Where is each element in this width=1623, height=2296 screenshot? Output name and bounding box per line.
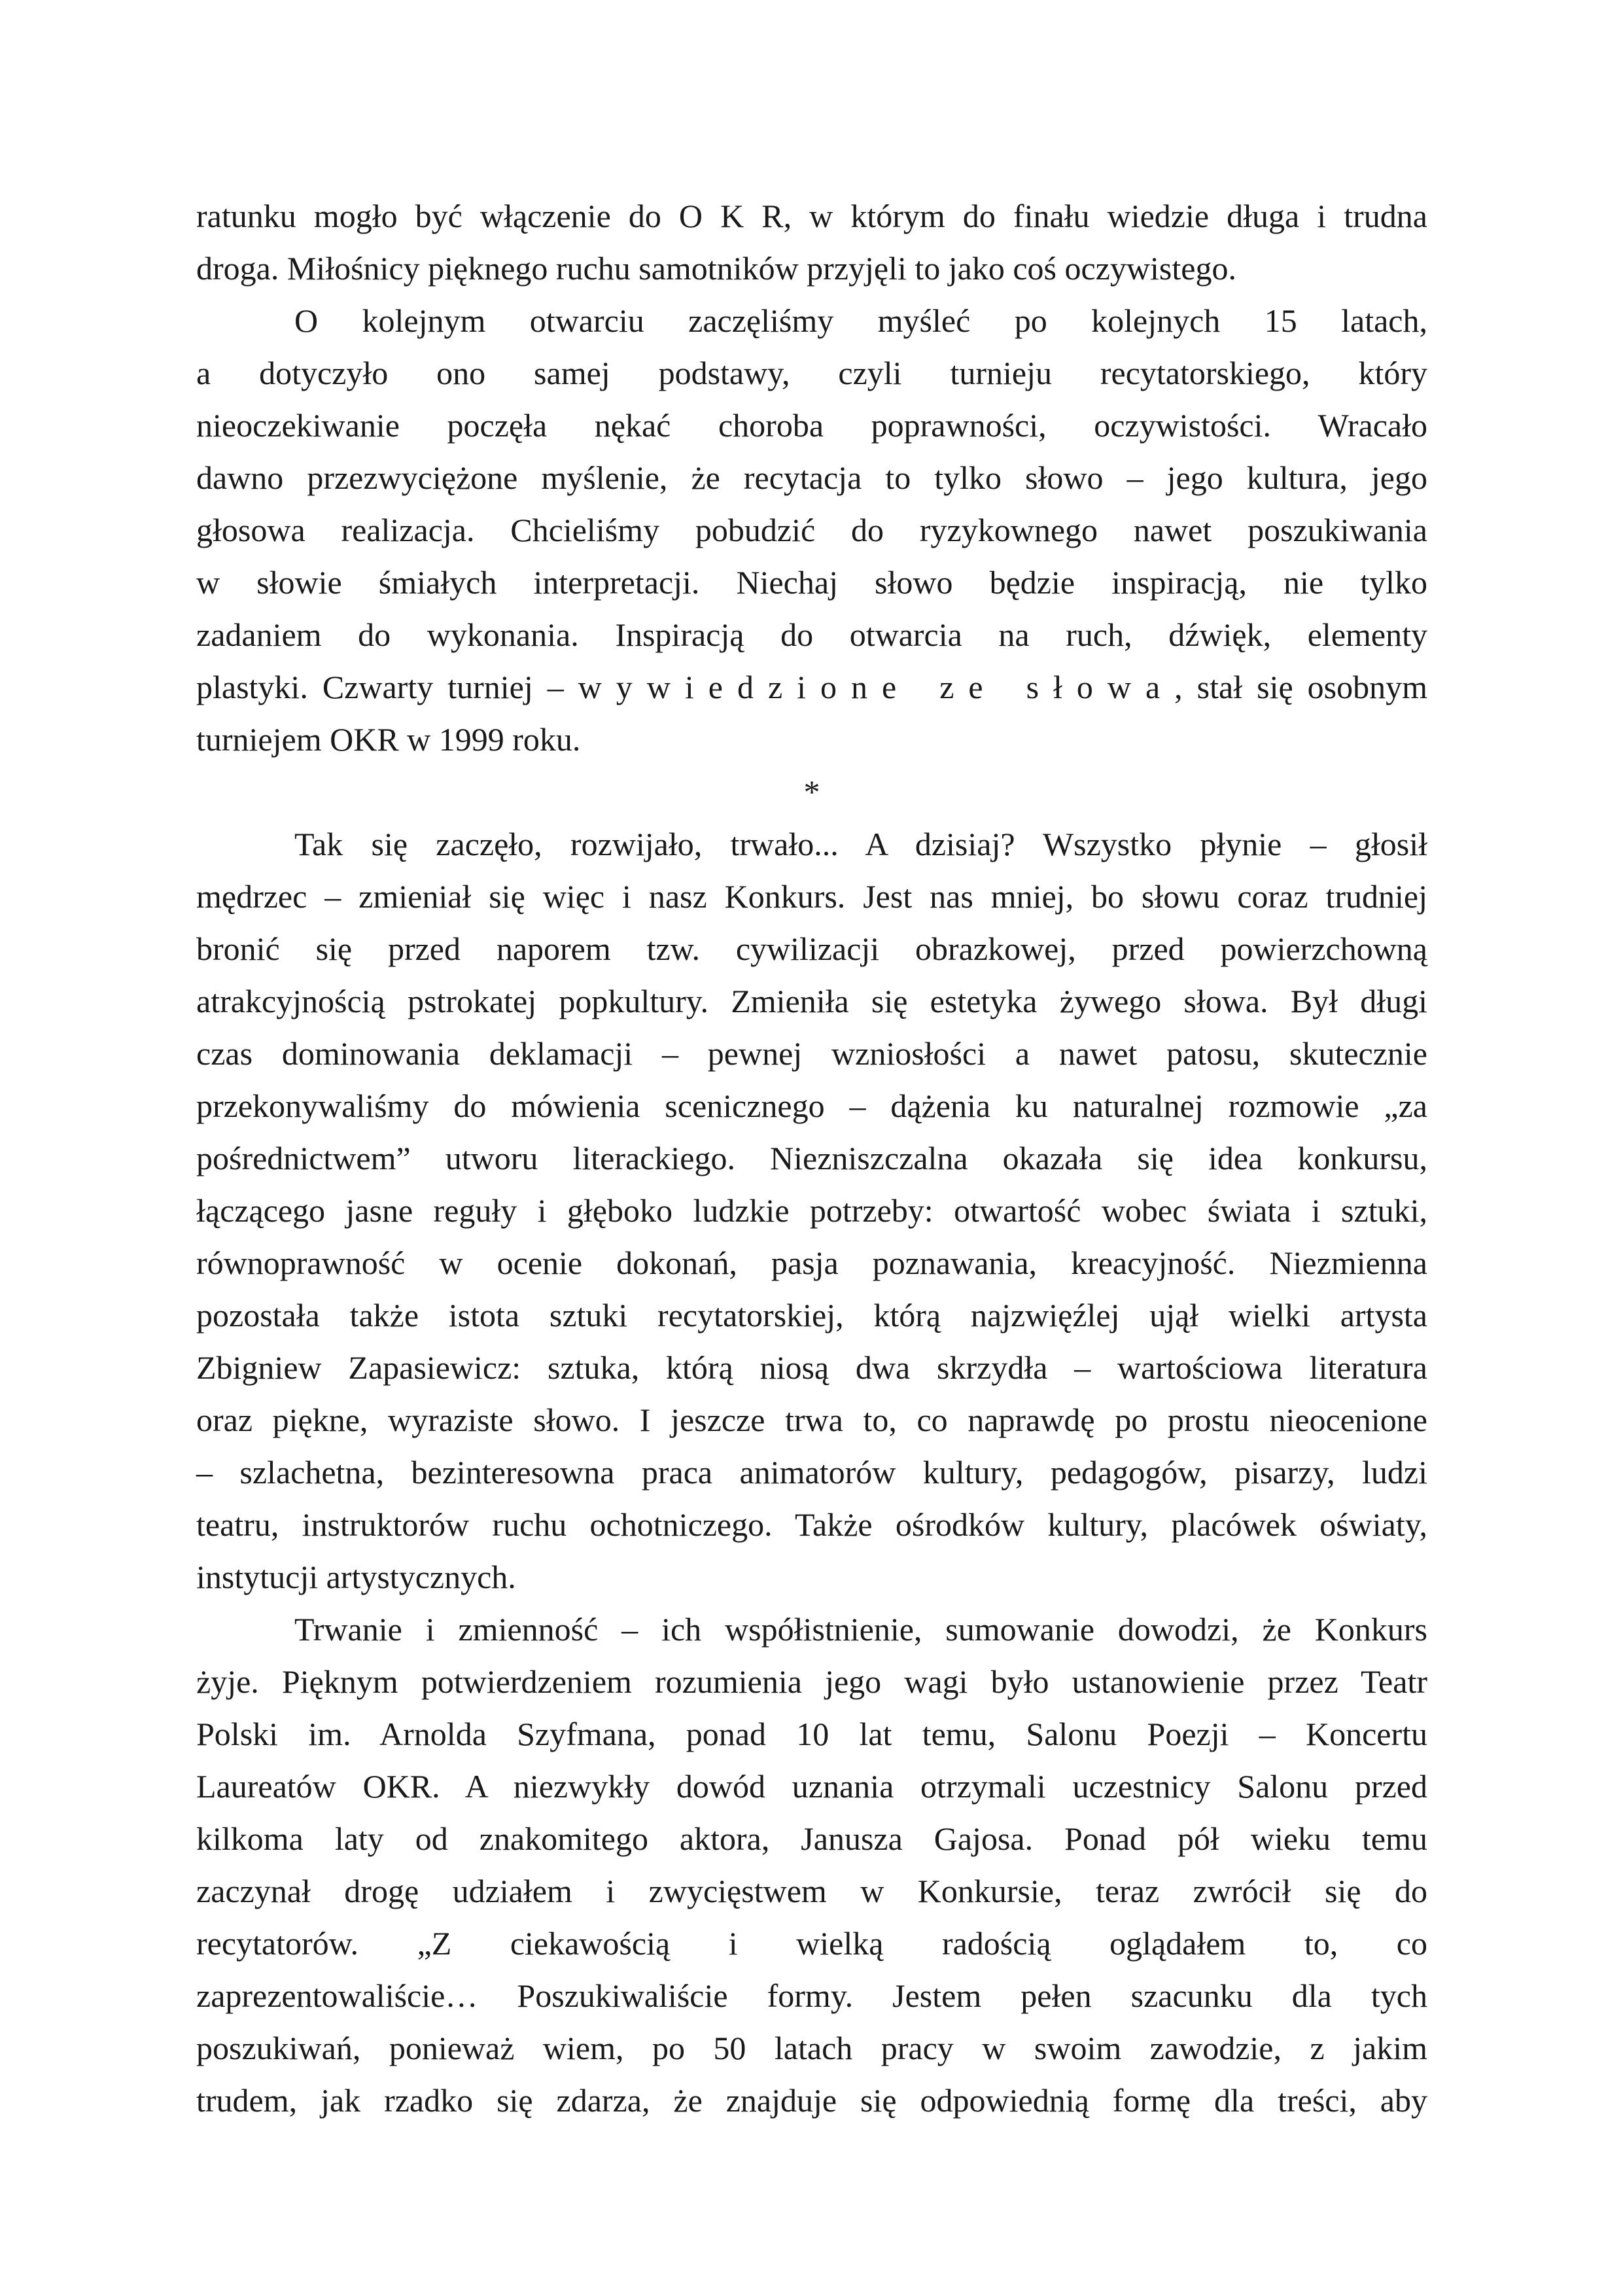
text-line: turniejem OKR w 1999 roku. <box>196 721 581 758</box>
text-line: zaczynał drogę udziałem i zwycięstwem w Konkursie, teraz zwrócił się do <box>196 1873 1427 1909</box>
text-line: bronić się przed naporem tzw. cywilizacji obrazkowej, przed powierzchowną <box>196 930 1427 967</box>
text-line: oraz piękne, wyraziste słowo. I jeszcze trwa to, co naprawdę po prostu nieocenione <box>196 1402 1427 1438</box>
text-line: czas dominowania deklamacji – pewnej wzniosłości a nawet patosu, skutecznie <box>196 1035 1427 1072</box>
text-line: łączącego jasne reguły i głęboko ludzkie potrzeby: otwartość wobec świata i sztuki, <box>196 1192 1427 1229</box>
text-line: ratunku mogło być włączenie do O K R, w którym do finału wiedzie długa i trudna <box>196 198 1427 234</box>
text-line: równoprawność w ocenie dokonań, pasja poznawania, kreacyjność. Niezmienna <box>196 1245 1427 1281</box>
text-line: przekonywaliśmy do mówienia scenicznego – dążenia ku naturalnej rozmowie „za <box>196 1087 1427 1124</box>
text-line: Polski im. Arnolda Szyfmana, ponad 10 lat temu, Salonu Poezji – Koncertu <box>196 1716 1427 1752</box>
text-line: Laureatów OKR. A niezwykły dowód uznania otrzymali uczestnicy Salonu przed <box>196 1768 1427 1805</box>
text-line: teatru, instruktorów ruchu ochotniczego. Także ośrodków kultury, placówek oświaty, <box>196 1506 1427 1543</box>
text-line: recytatorów. „Z ciekawością i wielką radością oglądałem to, co <box>196 1925 1427 1962</box>
text-line: trudem, jak rzadko się zdarza, że znajduje się odpowiednią formę dla treści, aby <box>196 2082 1427 2119</box>
text-line: plastyki. Czwarty turniej – w y w i e d z i o n e z e s ł o w a , stał się osobnym <box>196 669 1427 705</box>
text-line: żyje. Pięknym potwierdzeniem rozumienia jego wagi było ustanowienie przez Teatr <box>196 1663 1427 1700</box>
text-line: Trwanie i zmienność – ich współistnienie, sumowanie dowodzi, że Konkurs <box>294 1611 1427 1648</box>
text-line: instytucji artystycznych. <box>196 1559 516 1595</box>
text-line: a dotyczyło ono samej podstawy, czyli turnieju recytatorskiego, który <box>196 355 1427 391</box>
text-line: – szlachetna, bezinteresowna praca animatorów kultury, pedagogów, pisarzy, ludzi <box>196 1454 1427 1491</box>
text-line: Zbigniew Zapasiewicz: sztuka, którą niosą dwa skrzydła – wartościowa literatura <box>196 1349 1427 1386</box>
text-line: w słowie śmiałych interpretacji. Niechaj słowo będzie inspiracją, nie tylko <box>196 564 1427 601</box>
text-line: O kolejnym otwarciu zaczęliśmy myśleć po kolejnych 15 latach, <box>294 302 1427 339</box>
text-line: poszukiwań, ponieważ wiem, po 50 latach pracy w swoim zawodzie, z jakim <box>196 2030 1427 2066</box>
text-line: pośrednictwem” utworu literackiego. Niezniszczalna okazała się idea konkursu, <box>196 1140 1427 1176</box>
text-line: dawno przezwyciężone myślenie, że recytacja to tylko słowo – jego kultura, jego <box>196 459 1427 496</box>
section-separator: * <box>803 773 820 810</box>
text-line: zadaniem do wykonania. Inspiracją do otwarcia na ruch, dźwięk, elementy <box>196 616 1427 653</box>
text-line: mędrzec – zmieniał się więc i nasz Konkurs. Jest nas mniej, bo słowu coraz trudniej <box>196 878 1427 915</box>
text-line: droga. Miłośnicy pięknego ruchu samotników przyjęli to jako coś oczywistego. <box>196 250 1236 287</box>
text-line: zaprezentowaliście… Poszukiwaliście formy. Jestem pełen szacunku dla tych <box>196 1977 1427 2014</box>
text-line: głosowa realizacja. Chcieliśmy pobudzić do ryzykownego nawet poszukiwania <box>196 512 1427 548</box>
body-text <box>196 190 1427 2127</box>
text-line: pozostała także istota sztuki recytatorskiej, którą najzwięźlej ujął wielki artysta <box>196 1297 1427 1333</box>
text-line: nieoczekiwanie poczęła nękać choroba poprawności, oczywistości. Wracało <box>196 407 1427 444</box>
text-line: kilkoma laty od znakomitego aktora, Janusza Gajosa. Ponad pół wieku temu <box>196 1820 1427 1857</box>
text-line: atrakcyjnością pstrokatej popkultury. Zmieniła się estetyka żywego słowa. Był długi <box>196 983 1427 1019</box>
text-line: Tak się zaczęło, rozwijało, trwało... A dzisiaj? Wszystko płynie – głosił <box>294 826 1427 862</box>
